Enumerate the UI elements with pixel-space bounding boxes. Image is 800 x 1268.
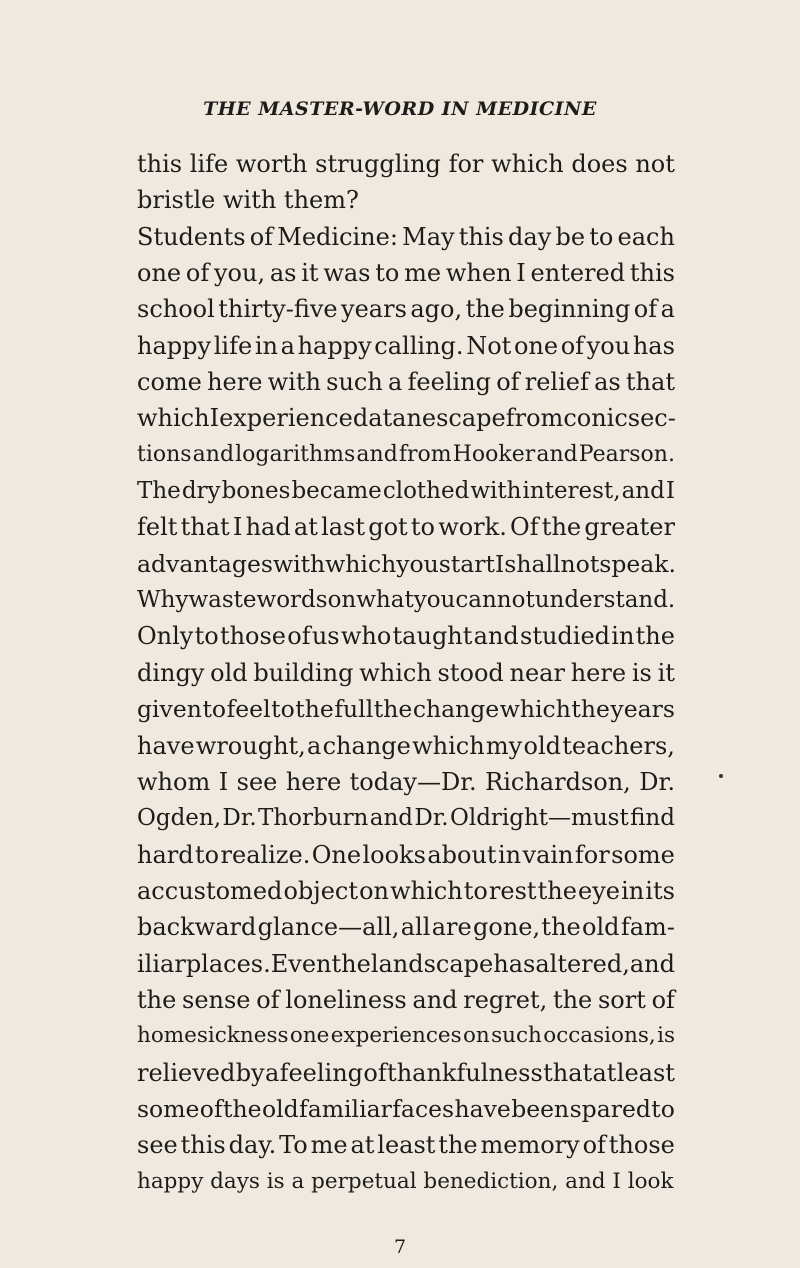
word: old [582, 913, 620, 942]
word: here [207, 368, 263, 397]
word: here [285, 767, 342, 796]
text-line [137, 509, 675, 545]
word: the [541, 513, 582, 542]
word: homesickness [137, 1023, 289, 1049]
word: not [560, 549, 600, 578]
word: realize. [220, 840, 311, 869]
text-line [137, 691, 675, 727]
word: life [189, 150, 229, 178]
word: looks [362, 840, 426, 869]
word: was [323, 259, 371, 288]
word: the [373, 695, 413, 724]
word: such [491, 1023, 542, 1049]
word: sec- [627, 404, 676, 433]
word: Why [137, 587, 189, 614]
word: feel [226, 695, 271, 724]
word: such [326, 368, 383, 397]
word: its [645, 876, 675, 905]
word: in [611, 622, 635, 651]
word: see [137, 1131, 178, 1160]
word: each [617, 222, 675, 251]
word: has [493, 949, 536, 978]
word: stood [437, 658, 504, 687]
word: taught [392, 622, 473, 651]
word: this [137, 150, 183, 178]
word: which [491, 150, 564, 178]
word: One [311, 840, 362, 869]
word: when [445, 259, 512, 288]
word: I [495, 549, 505, 578]
word: understand. [534, 587, 676, 614]
word: you [413, 587, 456, 614]
word: here [570, 658, 627, 687]
word: accustomed [137, 876, 283, 905]
text-line [137, 437, 675, 473]
word: day. [228, 1131, 277, 1160]
word: altered, [535, 949, 630, 978]
word: at [592, 1058, 617, 1087]
word: landscape [370, 949, 494, 978]
text-line [137, 582, 675, 618]
word: who [340, 622, 392, 651]
text-line [137, 1164, 675, 1200]
text-line-content: happy days is a perpetual benediction, and I look [137, 1168, 674, 1194]
word: school [137, 295, 215, 324]
word: Students [137, 222, 246, 251]
word: to [194, 622, 219, 651]
word: me [404, 259, 442, 288]
text-line [137, 546, 675, 582]
word: experienced [219, 404, 369, 433]
text-line [137, 800, 675, 836]
word: the [438, 1131, 478, 1160]
word: Not [466, 331, 512, 360]
word: of [560, 331, 585, 360]
word: and [369, 805, 413, 832]
word: a [280, 331, 295, 360]
word: the [223, 1094, 262, 1123]
word: ago, [410, 295, 463, 324]
word: those [219, 622, 287, 651]
word: least [377, 1131, 436, 1160]
word: conic [563, 404, 628, 433]
word: from [505, 404, 564, 433]
word: which [137, 404, 210, 433]
word: for [574, 840, 610, 869]
word: to [202, 695, 227, 724]
word: I [209, 404, 220, 433]
word: on [327, 587, 357, 614]
word: Even [270, 949, 332, 978]
word: sort [597, 985, 646, 1014]
word: regret, [463, 985, 548, 1014]
word: an [392, 404, 422, 433]
word: to [375, 259, 400, 288]
word: building [253, 658, 354, 687]
word: old [210, 658, 248, 687]
word: felt [137, 513, 178, 542]
body-text [137, 146, 675, 1200]
word: the [537, 876, 577, 905]
word: of [249, 222, 274, 251]
text-line [137, 255, 675, 291]
word: has [632, 331, 675, 360]
word: is [657, 1023, 675, 1049]
word: years [341, 295, 407, 324]
text-line [137, 1055, 675, 1091]
word: given [137, 695, 202, 724]
word: this [180, 1131, 226, 1160]
word: to [410, 513, 435, 542]
word: dry [181, 478, 221, 505]
word: Oldright—must [449, 805, 629, 832]
word: that [180, 513, 230, 542]
word: happy [297, 331, 372, 360]
word: got [368, 513, 408, 542]
word: waste [188, 587, 257, 614]
word: what [356, 587, 414, 614]
word: experiences [330, 1023, 462, 1049]
word: iliar [137, 949, 186, 978]
word: you [586, 331, 631, 360]
word: a [264, 1058, 280, 1087]
word: all [400, 913, 431, 942]
text-line [137, 1018, 675, 1054]
text-line [137, 473, 675, 509]
word: places. [185, 949, 271, 978]
word: of [651, 985, 675, 1014]
word: struggling [315, 150, 441, 178]
word: I [232, 513, 243, 542]
word: been [511, 1094, 570, 1123]
word: the [137, 985, 177, 1014]
word: my [485, 731, 523, 760]
word: occasions, [543, 1023, 656, 1049]
word: of [287, 622, 311, 651]
text-line [137, 909, 675, 945]
word: in [497, 840, 522, 869]
word: The [137, 478, 181, 505]
word: which [499, 695, 571, 724]
word: beginning [508, 295, 631, 324]
word: which [325, 549, 397, 578]
word: dingy [137, 658, 205, 687]
text-line [137, 655, 675, 691]
word: fam- [620, 913, 675, 942]
word: of [185, 259, 210, 288]
word: Ogden, [137, 805, 222, 832]
word: Dr. [414, 805, 449, 832]
word: thankfulness [387, 1058, 543, 1087]
word: wrought, [195, 731, 306, 760]
word: at [293, 513, 318, 542]
word: old [261, 1094, 299, 1123]
word: rest [488, 876, 537, 905]
word: May [402, 222, 455, 251]
word: with [267, 368, 321, 397]
word: from [398, 441, 452, 467]
word: day [508, 222, 552, 251]
word: the [465, 295, 505, 324]
word: the [541, 913, 581, 942]
word: faces [392, 1094, 455, 1123]
word: change [412, 695, 500, 724]
word: the [635, 622, 675, 651]
word: which [412, 731, 485, 760]
word: escape [421, 404, 506, 433]
word: some [611, 840, 675, 869]
word: be [555, 222, 586, 251]
word: to [589, 222, 614, 251]
word: spared [569, 1094, 651, 1123]
word: Dr. [639, 767, 675, 796]
word: the [571, 695, 610, 724]
word: cannot [455, 587, 535, 614]
word: by [235, 1058, 265, 1087]
word: to [651, 1094, 675, 1123]
word: feeling [279, 1058, 364, 1087]
word: are [431, 913, 472, 942]
word: to [195, 840, 220, 869]
word: change [322, 731, 411, 760]
word: shall [504, 549, 561, 578]
word: in [621, 876, 645, 905]
word: it [657, 658, 675, 687]
word: and [412, 985, 458, 1014]
text-line [137, 146, 675, 182]
word: teachers, [562, 731, 675, 760]
word: and [621, 478, 665, 505]
text-line [137, 873, 675, 909]
word: near [509, 658, 565, 687]
word: it [301, 259, 319, 288]
word: entered [530, 259, 626, 288]
word: as [594, 368, 621, 397]
word: which [390, 876, 463, 905]
word: does [571, 150, 628, 178]
word: one [137, 259, 182, 288]
text-line-content: bristle with them? [137, 186, 359, 215]
text-line [137, 982, 675, 1018]
word: Medicine: [277, 222, 398, 251]
word: at [368, 404, 393, 433]
word: to [271, 695, 295, 724]
word: and [192, 441, 235, 467]
word: studied [520, 622, 611, 651]
word: life [213, 331, 253, 360]
word: Dr. [222, 805, 257, 832]
word: of [199, 1094, 223, 1123]
word: with [272, 549, 326, 578]
word: one [289, 1023, 330, 1049]
word: a [307, 731, 322, 760]
word: Richardson, [485, 767, 631, 796]
word: years [610, 695, 675, 724]
word: relieved [137, 1058, 236, 1087]
word: familiar [299, 1094, 392, 1123]
word: a [660, 295, 675, 324]
word: speak. [599, 549, 677, 578]
word: work. [438, 513, 507, 542]
word: had [245, 513, 291, 542]
word: Of [510, 513, 539, 542]
word: I [665, 478, 675, 505]
word: come [137, 368, 202, 397]
text-line [137, 946, 675, 982]
word: words [256, 587, 328, 614]
word: you, [213, 259, 266, 288]
word: that [543, 1058, 593, 1087]
word: you [396, 549, 439, 578]
word: is [631, 658, 652, 687]
text-line [137, 837, 675, 873]
word: some [137, 1094, 200, 1123]
text-line [137, 1091, 675, 1127]
word: Pearson. [578, 441, 675, 467]
word: relief [524, 368, 589, 397]
word: a [388, 368, 403, 397]
word: advantages [137, 549, 273, 578]
word: in [254, 331, 278, 360]
word: worth [235, 150, 308, 178]
text-line [137, 728, 675, 764]
text-line [137, 219, 675, 255]
word: interest, [522, 478, 621, 505]
word: I [516, 259, 526, 288]
word: Thorburn [258, 805, 369, 832]
word: for [448, 150, 484, 178]
word: happy [137, 331, 212, 360]
text-line [137, 1127, 675, 1163]
word: sense [182, 985, 251, 1014]
word: that [625, 368, 675, 397]
word: and [356, 441, 398, 467]
word: tions [137, 441, 192, 467]
word: whom [137, 767, 211, 796]
word: not [635, 150, 675, 178]
word: object [283, 876, 359, 905]
word: start [438, 549, 495, 578]
word: of [582, 1131, 606, 1160]
text-line [137, 618, 675, 654]
word: see [236, 767, 278, 796]
word: last [321, 513, 366, 542]
word: which [359, 658, 432, 687]
print-speck [719, 774, 723, 778]
word: greater [584, 513, 675, 542]
word: this [629, 259, 675, 288]
word: to [463, 876, 488, 905]
word: gone, [473, 913, 541, 942]
word: glance—all, [257, 913, 400, 942]
word: about [427, 840, 497, 869]
word: on [462, 1023, 490, 1049]
word: me [310, 1131, 348, 1160]
word: on [359, 876, 389, 905]
word: of [496, 368, 520, 397]
word: feeling [407, 368, 491, 397]
word: the [331, 949, 371, 978]
word: of [363, 1058, 387, 1087]
word: with [470, 478, 522, 505]
text-line [137, 400, 675, 436]
word: as [269, 259, 297, 288]
word: the [552, 985, 593, 1014]
word: loneliness [285, 985, 407, 1014]
word: full [334, 695, 374, 724]
word: those [608, 1131, 675, 1160]
word: calling. [374, 331, 464, 360]
word: of [633, 295, 658, 324]
word: thirty-five [218, 295, 338, 324]
text-line [137, 764, 675, 800]
word: us [311, 622, 340, 651]
word: find [630, 805, 675, 832]
word: Hooker [452, 441, 536, 467]
word: hard [137, 840, 194, 869]
word: have [454, 1094, 511, 1123]
word: logarithms [235, 441, 356, 467]
word: of [256, 985, 280, 1014]
word: least [616, 1058, 675, 1087]
text-line [137, 182, 675, 218]
word: this [458, 222, 504, 251]
word: bones [221, 478, 291, 505]
word: memory [480, 1131, 580, 1160]
word: and [536, 441, 578, 467]
word: one [513, 331, 559, 360]
word: clothed [382, 478, 470, 505]
word: became [291, 478, 382, 505]
word: old [523, 731, 561, 760]
word: eye [578, 876, 620, 905]
word: and [629, 949, 675, 978]
running-head: THE MASTER-WORD IN MEDICINE [203, 98, 597, 120]
word: the [295, 695, 334, 724]
word: and [473, 622, 519, 651]
word: vain [522, 840, 574, 869]
word: today—Dr. [349, 767, 477, 796]
word: Only [137, 622, 194, 651]
word: backward [137, 913, 257, 942]
word: To [279, 1131, 308, 1160]
word: I [218, 767, 229, 796]
text-line [137, 328, 675, 364]
text-line [137, 291, 675, 327]
word: have [137, 731, 195, 760]
text-line [137, 364, 675, 400]
word: at [350, 1131, 375, 1160]
page-number: 7 [393, 1236, 407, 1258]
